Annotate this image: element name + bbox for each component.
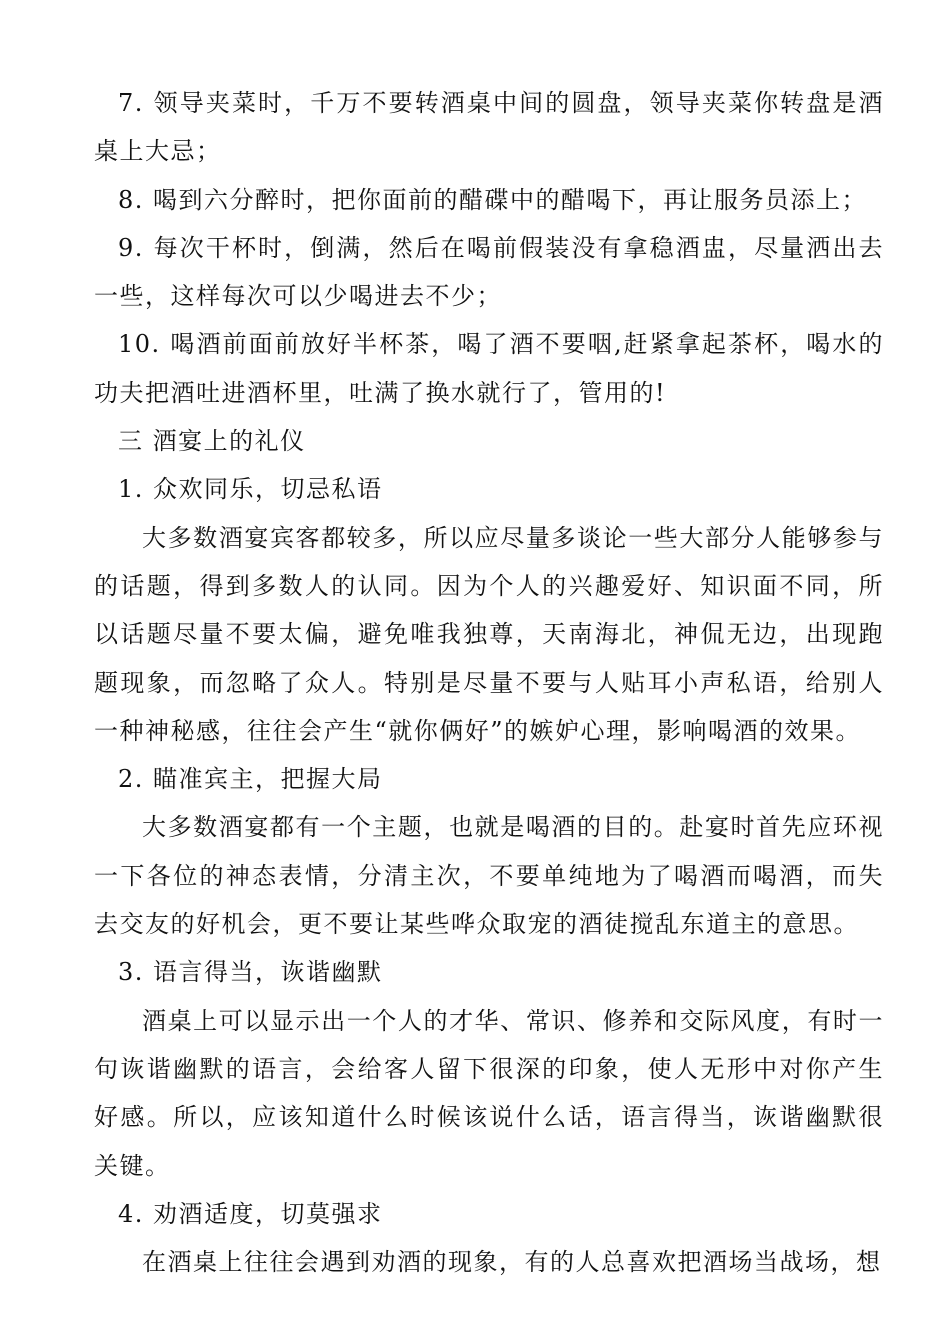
- list-item-9: 9. 每次干杯时，倒满，然后在喝前假装没有拿稳酒盅，尽量洒出去一些，这样每次可以少喝进去不少；: [94, 233, 884, 311]
- list-item-10: 10. 喝酒前面前放好半杯茶，喝了酒不要咽,赶紧拿起茶杯，喝水的功夫把酒吐进酒杯里，吐满了换水就行了，管用的!: [94, 330, 884, 407]
- subsection-title-1: 1. 众欢同乐，切忌私语: [118, 475, 383, 504]
- list-item-8: 8. 喝到六分醉时，把你面前的醋碟中的醋喝下，再让服务员添上；: [118, 185, 868, 214]
- subsection-body-3: 酒桌上可以显示出一个人的才华、常识、修养和交际风度，有时一句诙谐幽默的语言，会给客人留下很深的印象，使人无形中对你产生好感。所以，应该知道什么时候该说什么话，语言得当，诙谐幽默很关键。: [94, 1006, 884, 1180]
- subsection-body-4: 在酒桌上往往会遇到劝酒的现象，有的人总喜欢把酒场当战场，想: [142, 1248, 882, 1277]
- document-page: [94, 79, 884, 1286]
- subsection-body-2: 大多数酒宴都有一个主题，也就是喝酒的目的。赴宴时首先应环视一下各位的神态表情，分清主次，不要单纯地为了喝酒而喝酒，而失去交友的好机会，更不要让某些哗众取宠的酒徒搅乱东道主的意思。: [94, 813, 884, 939]
- subsection-title-4: 4. 劝酒适度，切莫强求: [118, 1199, 383, 1228]
- subsection-title-3: 3. 语言得当，诙谐幽默: [118, 958, 383, 987]
- subsection-body-1: 大多数酒宴宾客都较多，所以应尽量多谈论一些大部分人能够参与的话题，得到多数人的认同。因为个人的兴趣爱好、知识面不同，所以话题尽量不要太偏，避免唯我独尊，天南海北，神侃无边，出现跑题现象，而忽略了众人。特别是尽量不要与人贴耳小声私语，给别人一种神秘感，往往会产生“就你俩好”的嫉妒心理，影响喝酒的效果。: [94, 523, 884, 745]
- subsection-title-2: 2. 瞄准宾主，把握大局: [118, 765, 383, 794]
- section-heading: 三 酒宴上的礼仪: [118, 427, 306, 456]
- list-item-7: 7. 领导夹菜时，千万不要转酒桌中间的圆盘，领导夹菜你转盘是酒桌上大忌；: [94, 89, 884, 166]
